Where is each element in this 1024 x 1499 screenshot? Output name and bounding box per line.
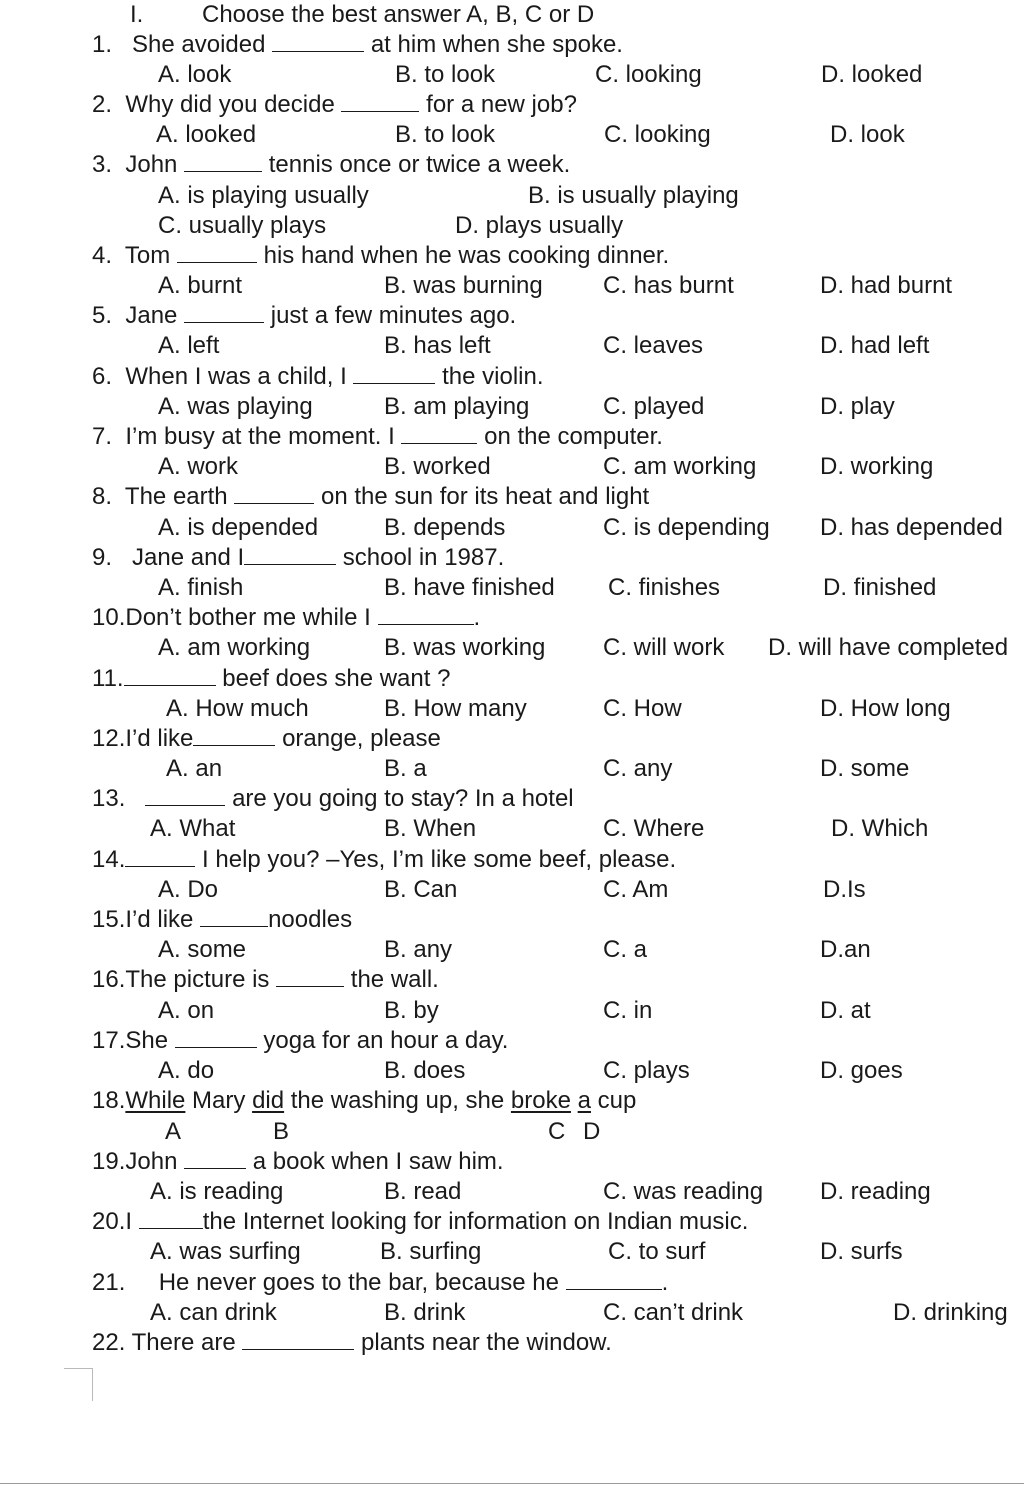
question-number: 4. — [92, 242, 113, 269]
question-number: 2. — [92, 91, 113, 118]
question-text-post: on the sun for its heat and light — [321, 483, 650, 510]
option-b: B. surfing — [380, 1238, 482, 1265]
option-a: A. What — [150, 815, 236, 842]
question-number: 22. — [92, 1329, 126, 1356]
question-text-pre: When I was a child, I — [125, 363, 347, 390]
question-1 — [92, 30, 623, 60]
question-10 — [92, 603, 480, 633]
question-text-post: beef does she want ? — [222, 665, 451, 692]
option-b: B. worked — [384, 453, 491, 480]
option-a: A. is reading — [150, 1178, 284, 1205]
option-b: B. by — [384, 997, 439, 1024]
answer-blank — [242, 1329, 354, 1350]
option-d: D. will have completed — [768, 634, 1009, 661]
option-d: D. look — [830, 121, 905, 148]
question-text-pre: The picture is — [125, 966, 270, 993]
question-text-pre: I’d like — [125, 725, 194, 752]
option-c: C. looking — [595, 61, 702, 88]
underlined-part-c: broke — [510, 1087, 571, 1114]
answer-blank — [401, 423, 477, 444]
section-number: I. — [130, 1, 144, 28]
question-number: 1. — [92, 31, 113, 58]
question-text-post: school in 1987. — [342, 544, 505, 571]
option-b: B. Can — [384, 876, 458, 903]
option-c: C. has burnt — [603, 272, 734, 299]
question-text-post: the violin. — [442, 363, 544, 390]
option-b: B. was working — [384, 634, 546, 661]
answer-blank — [341, 91, 419, 112]
option-a: A. is depended — [158, 514, 319, 541]
question-21 — [92, 1268, 668, 1298]
question-text-pre: Jane — [125, 302, 178, 329]
answer-blank — [234, 483, 314, 504]
option-c: C. a — [603, 936, 648, 963]
question-text-post: . — [661, 1269, 669, 1296]
section-title: Choose the best answer A, B, C or D — [202, 1, 595, 28]
page-bottom-rule — [0, 1483, 1024, 1484]
option-c: C. am working — [603, 453, 757, 480]
underlined-part-a: While — [125, 1087, 186, 1114]
question-number: 11. — [92, 665, 124, 692]
question-number: 18. — [92, 1087, 126, 1114]
question-number: 13. — [92, 785, 126, 812]
question-text-post: the Internet looking for information on Indian music. — [202, 1208, 749, 1235]
question-13 — [92, 784, 574, 814]
answer-blank — [272, 31, 364, 52]
option-a: A. is playing usually — [158, 182, 369, 209]
option-a: A. look — [158, 61, 232, 88]
question-4 — [92, 241, 669, 271]
question-17 — [92, 1026, 508, 1056]
option-d: D. finished — [823, 574, 937, 601]
answer-blank — [139, 1208, 203, 1229]
question-18 — [92, 1086, 636, 1116]
question-number: 5. — [92, 302, 113, 329]
answer-blank — [125, 846, 195, 867]
label-c: C — [548, 1118, 566, 1145]
option-a: A. some — [158, 936, 247, 963]
option-a: A. burnt — [158, 272, 243, 299]
option-d: D. working — [820, 453, 934, 480]
question-text-pre: Tom — [124, 242, 171, 269]
answer-blank — [184, 151, 262, 172]
question-number: 3. — [92, 151, 113, 178]
question-text-post: I help you? –Yes, I’m like some beef, please. — [202, 846, 677, 873]
option-c: C. looking — [604, 121, 711, 148]
question-number: 8. — [92, 483, 113, 510]
option-d: D. surfs — [820, 1238, 903, 1265]
option-d: D. How long — [820, 695, 951, 722]
question-11 — [92, 664, 450, 694]
option-d: D. has depended — [820, 514, 1003, 541]
question-6 — [92, 362, 544, 392]
option-d: D. drinking — [893, 1299, 1008, 1326]
question-9 — [92, 543, 504, 573]
question-text-post: noodles — [268, 906, 353, 933]
option-a: A. looked — [156, 121, 257, 148]
option-b: B. have finished — [384, 574, 555, 601]
option-d: D.Is — [823, 876, 866, 903]
option-c: C. to surf — [608, 1238, 706, 1265]
answer-blank — [184, 302, 264, 323]
option-b: B. any — [384, 936, 453, 963]
option-a: A. finish — [158, 574, 244, 601]
option-c: C. finishes — [608, 574, 721, 601]
answer-blank — [276, 966, 344, 987]
question-text-pre: She avoided — [132, 31, 266, 58]
option-c: C. can’t drink — [603, 1299, 744, 1326]
question-text-post: the wall. — [350, 966, 439, 993]
question-number: 14. — [92, 846, 126, 873]
question-19 — [92, 1147, 504, 1177]
option-d: D. reading — [820, 1178, 931, 1205]
sentence-fragment — [571, 1087, 578, 1114]
question-20 — [92, 1207, 748, 1237]
answer-blank — [184, 1148, 246, 1169]
option-c: C. any — [603, 755, 673, 782]
option-b: B. was burning — [384, 272, 543, 299]
option-d: D. plays usually — [455, 212, 624, 239]
option-b: B. read — [384, 1178, 462, 1205]
question-number: 16. — [92, 966, 126, 993]
question-text-post: his hand when he was cooking dinner. — [263, 242, 670, 269]
question-8 — [92, 482, 649, 512]
underlined-part-b: did — [252, 1087, 285, 1114]
answer-blank — [175, 1027, 257, 1048]
answer-blank — [193, 725, 275, 746]
option-d: D. at — [820, 997, 871, 1024]
question-number: 12. — [92, 725, 126, 752]
label-d: D — [583, 1118, 601, 1145]
question-number: 15. — [92, 906, 126, 933]
option-c: C. will work — [603, 634, 725, 661]
question-number: 17. — [92, 1027, 126, 1054]
question-3 — [92, 150, 570, 180]
option-a: A. How much — [166, 695, 309, 722]
option-a: A. on — [158, 997, 215, 1024]
question-22 — [92, 1328, 612, 1358]
question-text-post: just a few minutes ago. — [270, 302, 517, 329]
question-15 — [92, 905, 352, 935]
underlined-part-d: a — [577, 1087, 591, 1114]
question-text-pre: He never goes to the bar, because he — [158, 1269, 559, 1296]
option-c: C. leaves — [603, 332, 704, 359]
question-2 — [92, 90, 577, 120]
sentence-fragment: the washing up, she — [284, 1087, 511, 1114]
option-a: A. an — [166, 755, 223, 782]
question-text-pre: The earth — [124, 483, 228, 510]
question-text-pre: Don’t bother me while I — [125, 604, 371, 631]
option-d: D. goes — [820, 1057, 903, 1084]
question-text-post: a book when I saw him. — [252, 1148, 504, 1175]
question-text-pre: She — [125, 1027, 169, 1054]
label-a: A — [165, 1118, 182, 1145]
question-text-post: on the computer. — [484, 423, 663, 450]
question-number: 10. — [92, 604, 126, 631]
question-number: 6. — [92, 363, 113, 390]
answer-blank — [378, 604, 474, 625]
option-a: A. do — [158, 1057, 215, 1084]
option-b: B. depends — [384, 514, 506, 541]
question-number: 20. — [92, 1208, 126, 1235]
question-number: 9. — [92, 544, 113, 571]
option-d: D. Which — [831, 815, 929, 842]
question-text-pre: John — [125, 151, 178, 178]
option-a: A. can drink — [150, 1299, 277, 1326]
question-text-post: yoga for an hour a day. — [263, 1027, 509, 1054]
sentence-fragment: cup — [591, 1087, 637, 1114]
question-text-pre: John — [125, 1148, 178, 1175]
answer-blank — [145, 785, 225, 806]
option-b: B. How many — [384, 695, 527, 722]
question-7 — [92, 422, 663, 452]
option-b: B. does — [384, 1057, 466, 1084]
option-d: D.an — [820, 936, 871, 963]
question-text-pre: I’m busy at the moment. I — [125, 423, 395, 450]
question-text-pre: I’d like — [125, 906, 194, 933]
option-c: C. How — [603, 695, 682, 722]
answer-blank — [244, 544, 336, 565]
option-c: C. plays — [603, 1057, 690, 1084]
option-d: D. had burnt — [820, 272, 953, 299]
question-number: 19. — [92, 1148, 126, 1175]
option-c: C. in — [603, 997, 653, 1024]
question-5 — [92, 301, 516, 331]
question-12 — [92, 724, 441, 754]
option-b: B. When — [384, 815, 477, 842]
option-c: C. was reading — [603, 1178, 764, 1205]
page-corner-mark — [64, 1368, 93, 1401]
option-b: B. is usually playing — [528, 182, 739, 209]
question-text-post: tennis once or twice a week. — [268, 151, 571, 178]
question-text-post: . — [473, 604, 481, 631]
option-c: C. Where — [603, 815, 705, 842]
sentence-fragment: Mary — [185, 1087, 253, 1114]
option-b: B. drink — [384, 1299, 466, 1326]
question-text-post: orange, please — [282, 725, 441, 752]
question-number: 21. — [92, 1269, 126, 1296]
option-c: C. played — [603, 393, 705, 420]
option-a: A. was playing — [158, 393, 313, 420]
option-b: B. a — [384, 755, 427, 782]
option-d: D. had left — [820, 332, 930, 359]
option-c: C. Am — [603, 876, 669, 903]
option-a: A. am working — [158, 634, 311, 661]
option-d: D. some — [820, 755, 910, 782]
question-text-post: for a new job? — [426, 91, 577, 118]
question-text-post: are you going to stay? In a hotel — [232, 785, 574, 812]
answer-blank — [124, 665, 216, 686]
option-d: D. looked — [821, 61, 923, 88]
question-text-post: plants near the window. — [361, 1329, 612, 1356]
option-c: C. usually plays — [158, 212, 327, 239]
question-text-pre: Why did you decide — [125, 91, 335, 118]
answer-blank — [200, 906, 268, 927]
option-a: A. was surfing — [150, 1238, 301, 1265]
option-a: A. work — [158, 453, 239, 480]
option-c: C. is depending — [603, 514, 770, 541]
question-16 — [92, 965, 439, 995]
question-text-post: at him when she spoke. — [370, 31, 623, 58]
question-text-pre: There are — [131, 1329, 236, 1356]
option-d: D. play — [820, 393, 895, 420]
option-b: B. am playing — [384, 393, 530, 420]
question-text-pre: Jane and I — [132, 544, 245, 571]
label-b: B — [273, 1118, 290, 1145]
option-b: B. to look — [395, 61, 496, 88]
option-b: B. has left — [384, 332, 491, 359]
answer-blank — [566, 1269, 662, 1290]
option-a: A. Do — [158, 876, 219, 903]
question-14 — [92, 845, 676, 875]
answer-blank — [177, 242, 257, 263]
question-number: 7. — [92, 423, 113, 450]
answer-blank — [353, 363, 435, 384]
question-text-pre: I — [125, 1208, 133, 1235]
option-b: B. to look — [395, 121, 496, 148]
option-a: A. left — [158, 332, 220, 359]
